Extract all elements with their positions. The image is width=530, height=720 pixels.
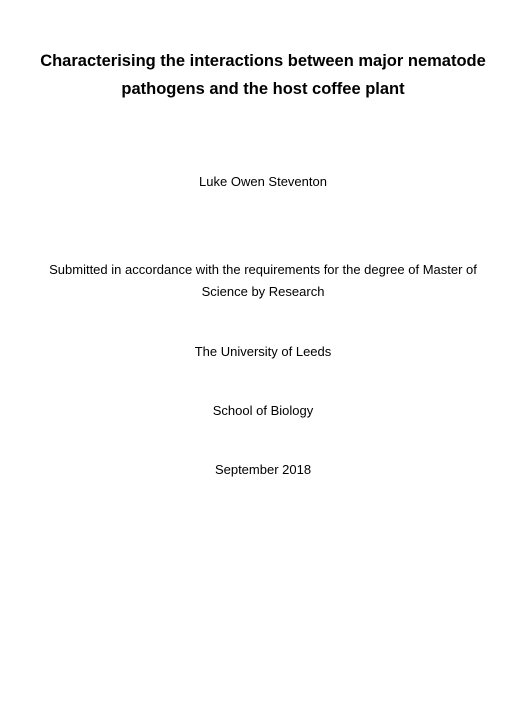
university-name: The University of Leeds	[194, 344, 332, 359]
thesis-title-line-1: Characterising the interactions between major nematode	[40, 52, 486, 70]
submission-statement-line-2: Science by Research	[201, 284, 325, 299]
thesis-title-line-2: pathogens and the host coffee plant	[121, 80, 405, 98]
school-name: School of Biology	[212, 403, 314, 418]
author-name: Luke Owen Steventon	[199, 174, 327, 189]
submission-statement-line-1: Submitted in accordance with the requirements for the degree of Master of	[49, 262, 477, 277]
submission-date: September 2018	[214, 462, 312, 477]
